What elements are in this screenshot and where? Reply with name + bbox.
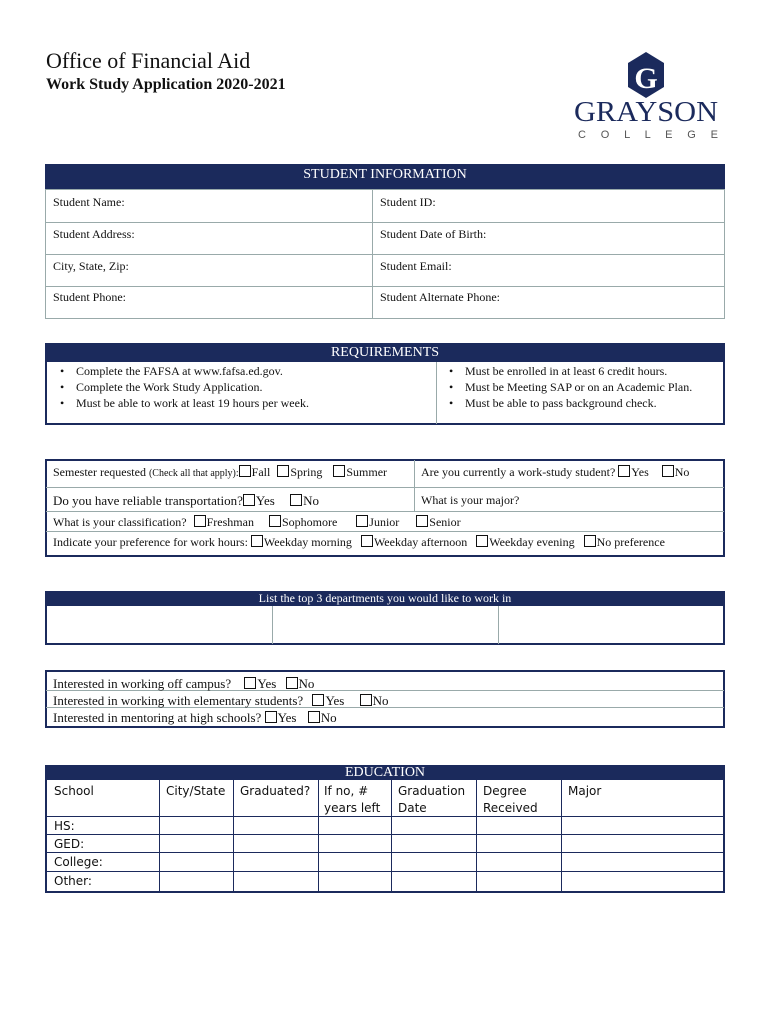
semester-question	[53, 465, 387, 480]
student-email-field[interactable]: Student Email:	[380, 259, 452, 273]
weekday-afternoon-label: Weekday afternoon	[373, 535, 468, 549]
requirement-item: • Must be Meeting SAP or on an Academic Plan.	[441, 379, 692, 395]
mentoring-yes-checkbox[interactable]	[265, 711, 277, 723]
transport-label: Do you have reliable transportation?	[53, 493, 243, 508]
spring-checkbox[interactable]	[277, 465, 289, 477]
col-graduated: Graduated?	[240, 784, 311, 798]
mentoring-no-checkbox[interactable]	[308, 711, 320, 723]
student-dob-field[interactable]: Student Date of Birth:	[380, 227, 487, 241]
weekday-evening-checkbox[interactable]	[476, 535, 488, 547]
departments-heading: List the top 3 departments you would like to work in	[45, 591, 725, 606]
department-choice-1[interactable]	[48, 608, 270, 642]
requirement-item: • Must be enrolled in at least 6 credit hours.	[441, 363, 692, 379]
student-info-heading: STUDENT INFORMATION	[45, 164, 725, 190]
off-campus-no-checkbox[interactable]	[286, 677, 298, 689]
weekday-morning-checkbox[interactable]	[251, 535, 263, 547]
classification-question	[53, 515, 461, 530]
spring-label: Spring	[290, 465, 323, 479]
col-years-left: If no, # years left	[324, 784, 381, 815]
requirements-right-list	[441, 363, 692, 411]
logo-letter: G	[634, 62, 658, 95]
mentoring-label: Interested in mentoring at high schools?	[53, 710, 262, 725]
off-campus-label: Interested in working off campus?	[53, 676, 232, 691]
work-hours-question	[53, 535, 665, 550]
sophomore-checkbox[interactable]	[269, 515, 281, 527]
requirement-item: • Must be able to pass background check.	[441, 395, 692, 411]
transport-no-checkbox[interactable]	[290, 494, 302, 506]
senior-checkbox[interactable]	[416, 515, 428, 527]
col-degree-received: Degree Received	[483, 784, 538, 815]
freshman-label: Freshman	[206, 515, 254, 529]
summer-checkbox[interactable]	[333, 465, 345, 477]
current-work-study-question	[421, 465, 689, 480]
junior-checkbox[interactable]	[356, 515, 368, 527]
student-id-field[interactable]: Student ID:	[380, 195, 436, 209]
fall-label: Fall	[251, 465, 271, 479]
department-choice-2[interactable]	[275, 608, 495, 642]
student-address-field[interactable]: Student Address:	[53, 227, 135, 241]
row-other-label: Other:	[54, 874, 92, 888]
off-campus-yes-checkbox[interactable]	[244, 677, 256, 689]
fall-checkbox[interactable]	[239, 465, 251, 477]
yes-label: Yes	[325, 693, 345, 708]
requirements-heading: REQUIREMENTS	[45, 343, 725, 362]
senior-label: Senior	[429, 515, 461, 529]
yes-label: Yes	[631, 465, 649, 479]
no-label: No	[298, 676, 315, 691]
weekday-morning-label: Weekday morning	[263, 535, 352, 549]
requirements-left-list	[52, 363, 309, 411]
transportation-question	[53, 493, 319, 509]
junior-label: Junior	[369, 515, 400, 529]
row-ged-label: GED:	[54, 837, 85, 851]
student-phone-field[interactable]: Student Phone:	[53, 290, 127, 304]
logo-college: C O L L E G E	[578, 129, 718, 141]
page-title: Office of Financial Aid	[46, 48, 251, 73]
transport-yes-checkbox[interactable]	[243, 494, 255, 506]
yes-label: Yes	[277, 710, 297, 725]
col-graduation-date: Graduation Date	[398, 784, 466, 815]
freshman-checkbox[interactable]	[194, 515, 206, 527]
requirement-item: • Complete the Work Study Application.	[52, 379, 309, 395]
no-label: No	[372, 693, 389, 708]
student-alt-phone-field[interactable]: Student Alternate Phone:	[380, 290, 500, 304]
classification-label: What is your classification?	[53, 515, 187, 529]
city-state-zip-field[interactable]: City, State, Zip:	[53, 259, 129, 273]
current-ws-yes-checkbox[interactable]	[618, 465, 630, 477]
semester-hint: (Check all that apply):	[148, 468, 239, 479]
form-subtitle: Work Study Application 2020-2021	[46, 76, 286, 93]
logo-name: GRAYSON	[574, 97, 718, 128]
row-college-label: College:	[54, 855, 103, 869]
weekday-evening-label: Weekday evening	[489, 535, 575, 549]
department-choice-3[interactable]	[501, 608, 721, 642]
elementary-no-checkbox[interactable]	[360, 694, 372, 706]
mentoring-question	[53, 710, 337, 726]
requirement-item: • Complete the FAFSA at www.fafsa.ed.gov.	[52, 363, 309, 379]
row-hs-label: HS:	[54, 819, 75, 833]
elementary-question	[53, 693, 389, 709]
no-label: No	[303, 493, 319, 508]
current-ws-no-checkbox[interactable]	[662, 465, 674, 477]
no-preference-label: No preference	[596, 535, 665, 549]
grayson-college-logo	[572, 50, 720, 142]
elementary-label: Interested in working with elementary students?	[53, 693, 304, 708]
yes-label: Yes	[255, 493, 275, 508]
col-major: Major	[568, 784, 602, 798]
education-heading: EDUCATION	[45, 765, 725, 780]
requirement-item: • Must be able to work at least 19 hours per week.	[52, 395, 309, 411]
weekday-afternoon-checkbox[interactable]	[361, 535, 373, 547]
yes-label: Yes	[257, 676, 277, 691]
no-label: No	[674, 465, 690, 479]
elementary-yes-checkbox[interactable]	[312, 694, 324, 706]
summer-label: Summer	[346, 465, 388, 479]
current-ws-label: Are you currently a work-study student?	[421, 465, 616, 479]
off-campus-question	[53, 676, 314, 692]
no-label: No	[320, 710, 337, 725]
sophomore-label: Sophomore	[281, 515, 338, 529]
hours-label: Indicate your preference for work hours:	[53, 535, 248, 549]
semester-label: Semester requested	[53, 465, 146, 479]
education-table	[45, 765, 725, 893]
col-school: School	[54, 784, 94, 798]
col-city-state: City/State	[166, 784, 226, 798]
major-field[interactable]: What is your major?	[421, 493, 520, 507]
no-preference-checkbox[interactable]	[584, 535, 596, 547]
student-name-field[interactable]: Student Name:	[53, 195, 125, 209]
